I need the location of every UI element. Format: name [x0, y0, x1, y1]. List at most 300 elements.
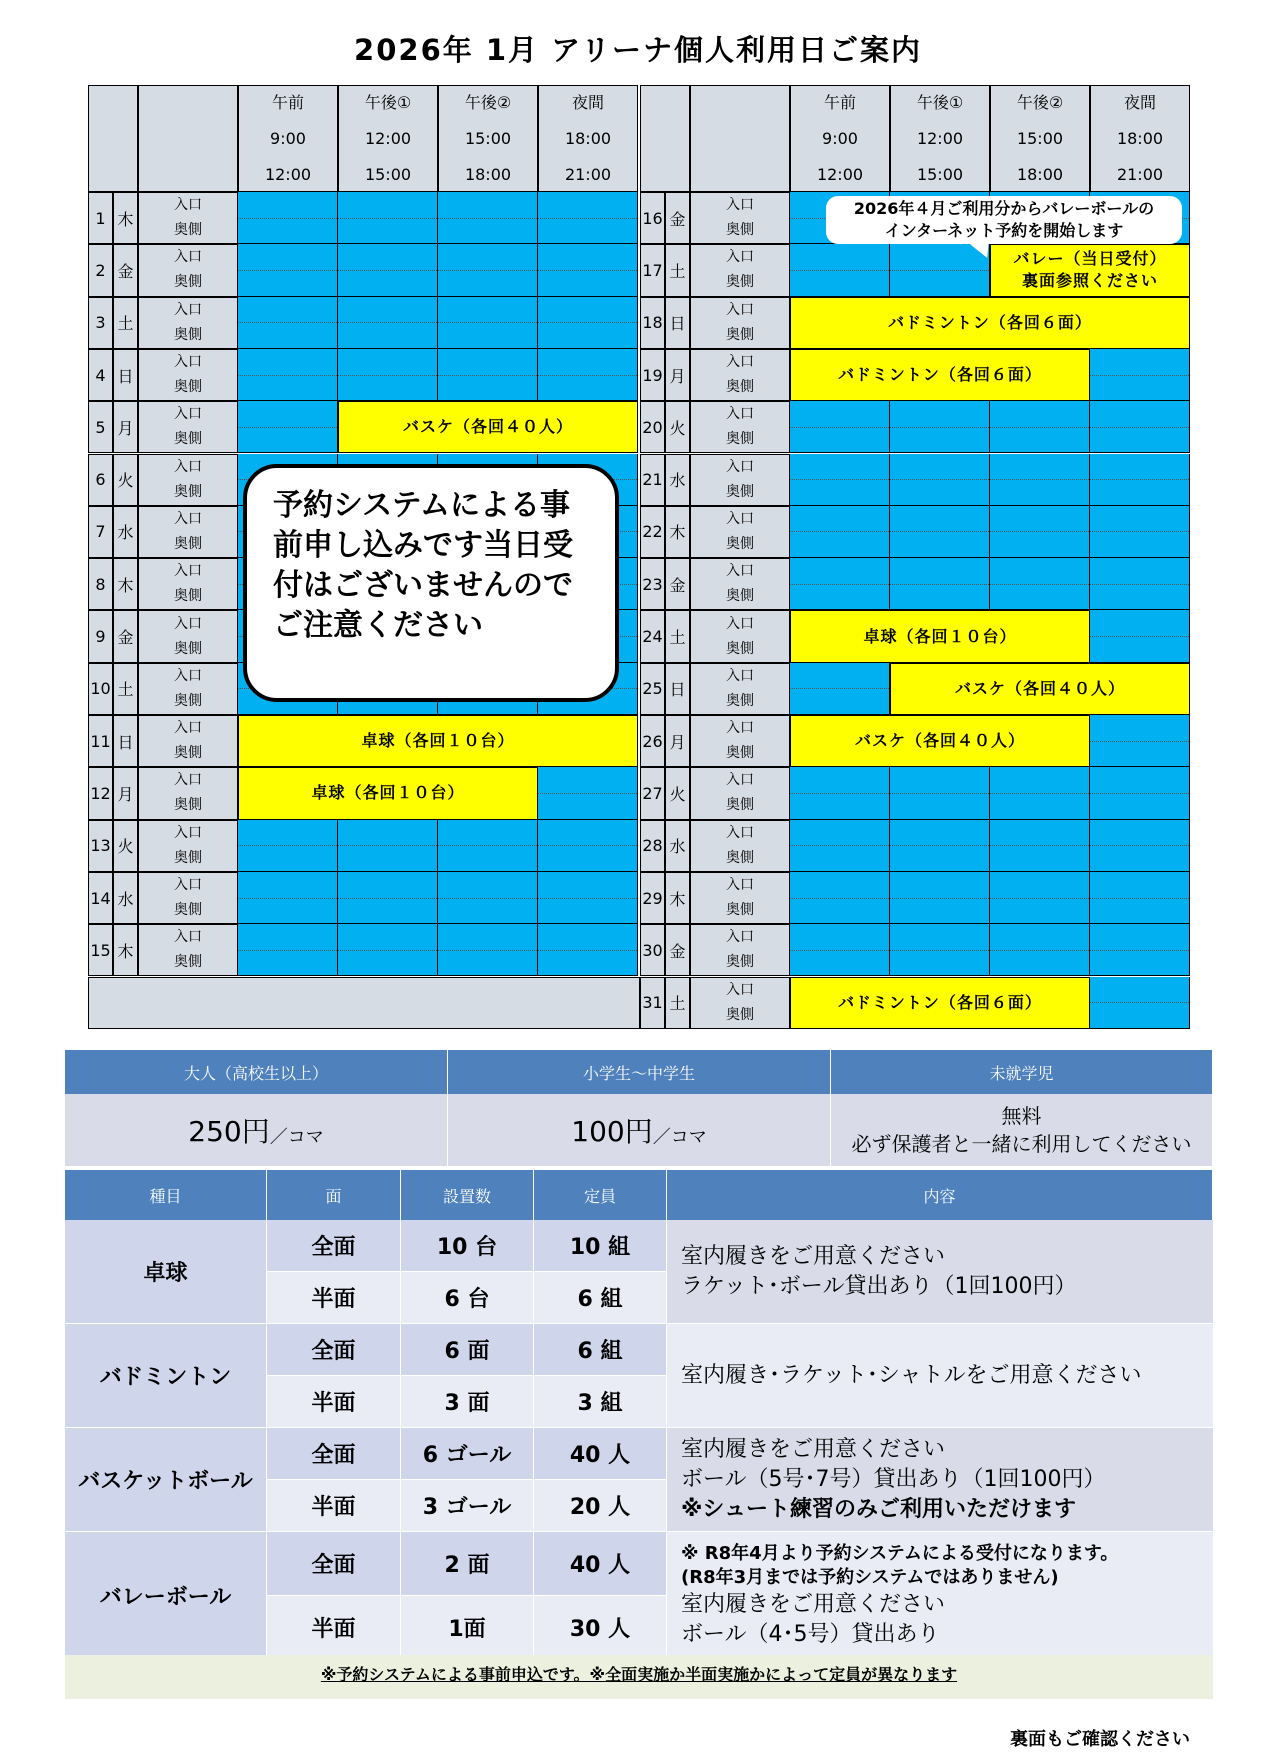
weekday: 金 [665, 558, 690, 610]
right-slot-header [1090, 85, 1190, 192]
court-back-label: 奥側 [174, 535, 202, 552]
court-labels [138, 767, 238, 819]
right-header-label [690, 85, 790, 192]
right-slot-header [890, 85, 990, 192]
court-labels [690, 820, 790, 872]
court-labels [138, 244, 238, 296]
open-slot-cell [890, 558, 990, 610]
weekday: 土 [665, 610, 690, 662]
court-divider [238, 950, 337, 951]
sport-capacity: 30 人 [534, 1596, 667, 1660]
court-divider [890, 845, 989, 846]
open-slot-cell [890, 454, 990, 506]
court-labels [690, 872, 790, 924]
court-divider [790, 898, 889, 899]
open-slot-cell [238, 820, 338, 872]
sport-face: 全面 [267, 1220, 401, 1272]
event-block: バドミントン（各回６面） [790, 349, 1090, 401]
court-divider [990, 427, 1089, 428]
court-labels [690, 192, 790, 244]
court-front-label: 入口 [174, 458, 202, 475]
court-divider [338, 270, 437, 271]
slot-start: 18:00 [1116, 128, 1164, 148]
slot-start: 12:00 [364, 128, 412, 148]
court-divider [438, 270, 537, 271]
open-slot-cell [338, 349, 438, 401]
day-number: 17 [640, 244, 665, 296]
event-block: バドミントン（各回６面） [790, 297, 1190, 349]
fee-value [831, 1094, 1213, 1166]
court-labels [138, 663, 238, 715]
open-slot-cell [1090, 924, 1190, 976]
court-front-label: 入口 [174, 824, 202, 841]
open-slot-cell [1090, 558, 1190, 610]
left-slot-header [238, 85, 338, 192]
court-back-label: 奥側 [174, 222, 202, 239]
court-labels [138, 558, 238, 610]
slot-name: 夜間 [1123, 92, 1156, 112]
court-labels [690, 401, 790, 453]
weekday: 土 [113, 297, 138, 349]
court-back-label: 奥側 [726, 1006, 754, 1023]
open-slot-cell [890, 506, 990, 558]
court-divider [990, 584, 1089, 585]
court-divider [990, 845, 1089, 846]
court-back-label: 奥側 [726, 640, 754, 657]
court-divider [990, 531, 1089, 532]
fee-price: 100円 [571, 1115, 653, 1148]
day-number: 19 [640, 349, 665, 401]
right-slot-header [990, 85, 1090, 192]
day-number: 18 [640, 297, 665, 349]
court-front-label: 入口 [726, 824, 754, 841]
open-slot-cell [990, 401, 1090, 453]
court-labels [138, 715, 238, 767]
court-divider [1090, 479, 1189, 480]
open-slot-cell [790, 506, 890, 558]
event-block: バドミントン（各回６面） [790, 977, 1090, 1029]
weekday: 水 [113, 872, 138, 924]
court-front-label: 入口 [726, 458, 754, 475]
court-divider [338, 375, 437, 376]
court-back-label: 奥側 [726, 797, 754, 814]
callout-line-2: インターネット予約を開始します [884, 221, 1124, 240]
open-slot-cell [1090, 610, 1190, 662]
open-slot-cell [790, 767, 890, 819]
sport-name: バドミントン [65, 1324, 267, 1428]
court-back-label: 奥側 [174, 797, 202, 814]
day-number: 22 [640, 506, 665, 558]
court-front-label: 入口 [174, 929, 202, 946]
open-slot-cell [338, 820, 438, 872]
event-block: 卓球（各回１０台） [790, 610, 1090, 662]
court-labels [690, 924, 790, 976]
event-block: バスケ（各回４０人） [338, 401, 638, 453]
open-slot-cell [790, 820, 890, 872]
court-front-label: 入口 [174, 615, 202, 632]
description-line: 室内履き･ラケット･シャトルをご用意ください [681, 1362, 1142, 1388]
sport-capacity: 40 人 [534, 1532, 667, 1596]
fee-header: 大人（高校生以上） [65, 1050, 448, 1094]
sport-capacity: 6 組 [534, 1324, 667, 1376]
court-front-label: 入口 [726, 197, 754, 214]
left-header-num [88, 85, 138, 192]
sport-face: 全面 [267, 1532, 401, 1596]
slot-end: 15:00 [364, 164, 412, 184]
court-front-label: 入口 [174, 877, 202, 894]
court-labels [690, 715, 790, 767]
description-line: ※ R8年4月より予約システムによる受付になります。 [681, 1542, 1119, 1564]
day-number: 8 [88, 558, 113, 610]
open-slot-cell [238, 297, 338, 349]
court-front-label: 入口 [174, 249, 202, 266]
day-number: 20 [640, 401, 665, 453]
day-number: 24 [640, 610, 665, 662]
court-back-label: 奥側 [174, 588, 202, 605]
court-front-label: 入口 [174, 720, 202, 737]
slot-name: 午後② [1016, 92, 1064, 112]
open-slot-cell [338, 297, 438, 349]
volleyball-notice-callout [826, 196, 1182, 244]
weekday: 木 [665, 872, 690, 924]
weekday: 土 [665, 244, 690, 296]
open-slot-cell [990, 872, 1090, 924]
court-divider [1090, 845, 1189, 846]
court-front-label: 入口 [174, 354, 202, 371]
sports-header-kind: 種目 [65, 1170, 267, 1220]
open-slot-cell [1090, 872, 1190, 924]
event-block: 卓球（各回１０台） [238, 715, 638, 767]
day-number: 29 [640, 872, 665, 924]
sports-header-capacity: 定員 [534, 1170, 667, 1220]
open-slot-cell [890, 820, 990, 872]
weekday: 木 [113, 558, 138, 610]
empty-block [88, 977, 640, 1029]
court-front-label: 入口 [174, 667, 202, 684]
slot-name: 午後① [364, 92, 412, 112]
day-number: 12 [88, 767, 113, 819]
open-slot-cell [538, 244, 638, 296]
open-slot-cell [1090, 506, 1190, 558]
court-divider [790, 427, 889, 428]
fee-guardian-note: 必ず保護者と一緒に利用してください [851, 1132, 1192, 1156]
court-divider [438, 375, 537, 376]
court-divider [990, 950, 1089, 951]
sport-count: 6 ゴール [401, 1428, 534, 1480]
open-slot-cell [790, 872, 890, 924]
weekday: 土 [113, 663, 138, 715]
day-number: 21 [640, 454, 665, 506]
fee-value [448, 1094, 831, 1166]
court-back-label: 奥側 [174, 745, 202, 762]
event-block: バレー（当日受付） 裏面参照ください [990, 244, 1190, 296]
day-number: 15 [88, 924, 113, 976]
court-divider [890, 584, 989, 585]
open-slot-cell [890, 767, 990, 819]
right-header-num [640, 85, 690, 192]
court-divider [438, 218, 537, 219]
court-back-label: 奥側 [174, 431, 202, 448]
open-slot-cell [538, 349, 638, 401]
court-back-label: 奥側 [726, 483, 754, 500]
sport-count: 3 ゴール [401, 1480, 534, 1532]
court-divider [338, 950, 437, 951]
page-title: 2026年 1月 アリーナ個人利用日ご案内 [354, 33, 922, 67]
event-block: 卓球（各回１０台） [238, 767, 538, 819]
court-labels [690, 977, 790, 1029]
open-slot-cell [990, 454, 1090, 506]
court-labels [138, 924, 238, 976]
court-front-label: 入口 [726, 929, 754, 946]
fee-unit: ／コマ [652, 1127, 707, 1148]
court-divider [1090, 1002, 1189, 1003]
court-back-label: 奥側 [174, 483, 202, 500]
open-slot-cell [990, 924, 1090, 976]
court-divider [538, 218, 637, 219]
open-slot-cell [990, 506, 1090, 558]
court-divider [238, 270, 337, 271]
court-divider [890, 950, 989, 951]
open-slot-cell [990, 767, 1090, 819]
slot-name: 午前 [823, 92, 856, 112]
fee-free: 無料 [1001, 1104, 1042, 1128]
sport-count: 6 台 [401, 1272, 534, 1324]
court-divider [790, 845, 889, 846]
slot-end: 12:00 [816, 164, 864, 184]
open-slot-cell [890, 401, 990, 453]
weekday: 金 [665, 192, 690, 244]
sport-face: 半面 [267, 1480, 401, 1532]
open-slot-cell [238, 244, 338, 296]
court-back-label: 奥側 [726, 588, 754, 605]
open-slot-cell [338, 244, 438, 296]
court-divider [538, 375, 637, 376]
description-line: ※シュート練習のみご利用いただけます [681, 1496, 1076, 1522]
day-number: 3 [88, 297, 113, 349]
day-number: 26 [640, 715, 665, 767]
court-labels [690, 454, 790, 506]
court-front-label: 入口 [726, 667, 754, 684]
slot-start: 15:00 [464, 128, 512, 148]
day-number: 28 [640, 820, 665, 872]
court-divider [1090, 793, 1189, 794]
slot-start: 9:00 [270, 128, 306, 148]
court-back-label: 奥側 [726, 692, 754, 709]
sport-face: 半面 [267, 1272, 401, 1324]
description-line: 室内履きをご用意ください [681, 1243, 946, 1269]
court-back-label: 奥側 [174, 640, 202, 657]
court-divider [238, 898, 337, 899]
slot-start: 9:00 [822, 128, 858, 148]
sport-capacity: 20 人 [534, 1480, 667, 1532]
description-line: ボール（4･5号）貸出あり [681, 1621, 940, 1647]
sport-description [667, 1532, 1213, 1660]
slot-name: 午前 [271, 92, 304, 112]
court-divider [990, 898, 1089, 899]
slot-name: 午後① [916, 92, 964, 112]
open-slot-cell [890, 924, 990, 976]
court-back-label: 奥側 [726, 902, 754, 919]
description-line: ボール（5号･7号）貸出あり（1回100円） [681, 1466, 1106, 1492]
court-back-label: 奥側 [174, 902, 202, 919]
open-slot-cell [238, 192, 338, 244]
court-front-label: 入口 [174, 197, 202, 214]
sports-header-face: 面 [267, 1170, 401, 1220]
open-slot-cell [790, 454, 890, 506]
weekday: 火 [113, 454, 138, 506]
court-back-label: 奥側 [174, 379, 202, 396]
sport-count: 1面 [401, 1596, 534, 1660]
left-header-label [138, 85, 238, 192]
day-number: 25 [640, 663, 665, 715]
sport-face: 全面 [267, 1324, 401, 1376]
court-back-label: 奥側 [174, 274, 202, 291]
sport-count: 2 面 [401, 1532, 534, 1596]
slot-start: 18:00 [564, 128, 612, 148]
slot-end: 15:00 [916, 164, 964, 184]
open-slot-cell [890, 872, 990, 924]
court-divider [1090, 531, 1189, 532]
sport-count: 10 台 [401, 1220, 534, 1272]
open-slot-cell [538, 192, 638, 244]
day-number: 16 [640, 192, 665, 244]
court-back-label: 奥側 [726, 849, 754, 866]
open-slot-cell [1090, 767, 1190, 819]
court-divider [238, 218, 337, 219]
weekday: 木 [113, 924, 138, 976]
left-slot-header [438, 85, 538, 192]
court-divider [538, 270, 637, 271]
court-back-label: 奥側 [174, 326, 202, 343]
day-number: 30 [640, 924, 665, 976]
court-labels [690, 297, 790, 349]
sport-face: 半面 [267, 1376, 401, 1428]
fee-price: 250円 [188, 1115, 270, 1148]
event-block: バスケ（各回４０人） [890, 663, 1190, 715]
court-divider [538, 322, 637, 323]
weekday: 日 [113, 715, 138, 767]
weekday: 金 [665, 924, 690, 976]
sport-capacity: 3 組 [534, 1376, 667, 1428]
description-line: 室内履きをご用意ください [681, 1436, 946, 1462]
sport-description [667, 1220, 1213, 1324]
weekday: 日 [665, 663, 690, 715]
court-front-label: 入口 [726, 615, 754, 632]
court-front-label: 入口 [726, 981, 754, 998]
open-slot-cell [1090, 349, 1190, 401]
weekday: 水 [113, 506, 138, 558]
open-slot-cell [790, 663, 890, 715]
court-labels [138, 297, 238, 349]
court-divider [790, 270, 889, 271]
open-slot-cell [238, 924, 338, 976]
slot-name: 午後② [464, 92, 512, 112]
court-divider [1090, 741, 1189, 742]
court-divider [890, 898, 989, 899]
day-number: 4 [88, 349, 113, 401]
weekday: 水 [665, 454, 690, 506]
weekday: 水 [665, 820, 690, 872]
weekday: 木 [665, 506, 690, 558]
court-front-label: 入口 [726, 563, 754, 580]
court-labels [138, 349, 238, 401]
court-labels [690, 244, 790, 296]
sport-description [667, 1324, 1213, 1428]
court-front-label: 入口 [726, 772, 754, 789]
weekday: 木 [113, 192, 138, 244]
court-back-label: 奥側 [726, 535, 754, 552]
court-labels [690, 349, 790, 401]
court-divider [790, 793, 889, 794]
open-slot-cell [538, 872, 638, 924]
event-block: バスケ（各回４０人） [790, 715, 1090, 767]
court-labels [138, 454, 238, 506]
open-slot-cell [1090, 401, 1190, 453]
court-divider [990, 479, 1089, 480]
open-slot-cell [438, 820, 538, 872]
court-back-label: 奥側 [726, 745, 754, 762]
court-labels [690, 663, 790, 715]
open-slot-cell [790, 558, 890, 610]
weekday: 土 [665, 977, 690, 1029]
court-front-label: 入口 [726, 877, 754, 894]
right-slot-header [790, 85, 890, 192]
slot-end: 18:00 [464, 164, 512, 184]
slot-end: 18:00 [1016, 164, 1064, 184]
open-slot-cell [790, 244, 890, 296]
court-front-label: 入口 [726, 354, 754, 371]
open-slot-cell [338, 192, 438, 244]
court-divider [338, 322, 437, 323]
weekday: 日 [113, 349, 138, 401]
open-slot-cell [990, 820, 1090, 872]
court-back-label: 奥側 [174, 849, 202, 866]
open-slot-cell [538, 820, 638, 872]
open-slot-cell [1090, 454, 1190, 506]
court-divider [790, 688, 889, 689]
open-slot-cell [338, 924, 438, 976]
sport-capacity: 10 組 [534, 1220, 667, 1272]
court-front-label: 入口 [174, 510, 202, 527]
open-slot-cell [438, 192, 538, 244]
court-front-label: 入口 [726, 406, 754, 423]
court-front-label: 入口 [174, 563, 202, 580]
court-divider [890, 270, 989, 271]
court-labels [138, 506, 238, 558]
open-slot-cell [438, 924, 538, 976]
court-back-label: 奥側 [726, 431, 754, 448]
court-divider [790, 479, 889, 480]
day-number: 2 [88, 244, 113, 296]
court-divider [338, 898, 437, 899]
court-divider [1090, 375, 1189, 376]
open-slot-cell [990, 558, 1090, 610]
description-line: ラケット･ボール貸出あり（1回100円） [681, 1273, 1077, 1299]
callout-line-1: 2026年４月ご利用分からバレーボールの [853, 199, 1155, 218]
court-divider [338, 218, 437, 219]
court-labels [690, 767, 790, 819]
sports-header-content: 内容 [667, 1170, 1213, 1220]
day-number: 5 [88, 401, 113, 453]
open-slot-cell [790, 924, 890, 976]
court-front-label: 入口 [174, 772, 202, 789]
court-front-label: 入口 [726, 720, 754, 737]
court-back-label: 奥側 [174, 954, 202, 971]
sport-name: 卓球 [65, 1220, 267, 1324]
weekday: 日 [665, 297, 690, 349]
court-divider [238, 375, 337, 376]
open-slot-cell [338, 872, 438, 924]
